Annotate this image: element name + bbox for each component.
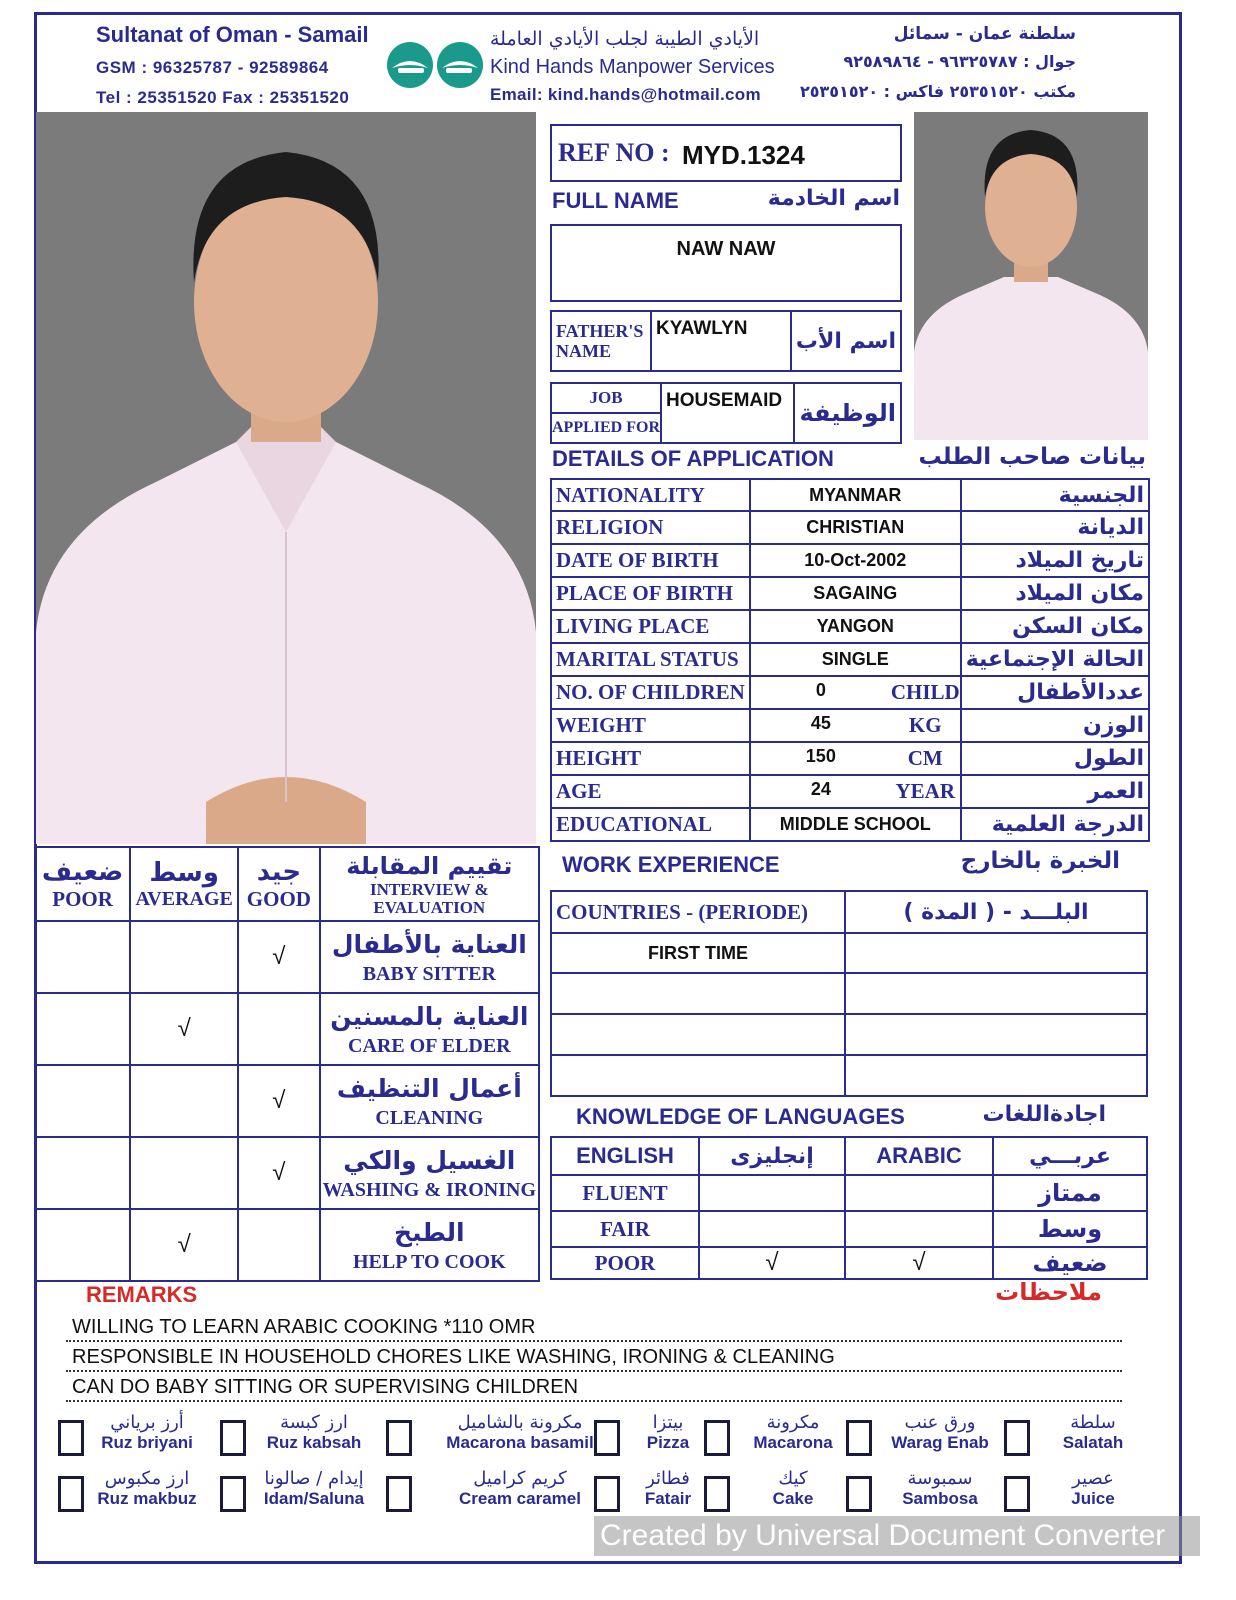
food-name-ar: سمبوسة	[907, 1468, 973, 1489]
check-mark: √	[272, 1087, 286, 1114]
remarks-divider-3	[66, 1400, 1122, 1402]
work-country: FIRST TIME	[648, 942, 748, 963]
lang-english-head	[551, 1137, 699, 1175]
work-country-cell	[551, 1055, 845, 1096]
details-title-ar: بيانات صاحب الطلب	[918, 444, 1146, 470]
details-label: NO. OF CHILDREN	[556, 680, 745, 704]
eval-criteria-ar: العناية بالأطفال	[331, 930, 527, 959]
details-unit: KG	[908, 713, 942, 737]
details-value-cell	[750, 544, 961, 577]
details-ar-cell	[961, 544, 1149, 577]
eval-head-criteria	[320, 847, 539, 921]
details-label-ar: الدرجة العلمية	[991, 812, 1144, 837]
food-checkbox[interactable]	[58, 1476, 84, 1512]
details-value-cell	[750, 709, 961, 742]
eval-criteria-cell	[320, 1065, 539, 1137]
applicant-photo-small	[914, 112, 1148, 440]
remarks-line-2: RESPONSIBLE IN HOUSEHOLD CHORES LIKE WASHING, IRONING & CLEANING	[72, 1346, 835, 1368]
details-label: PLACE OF BIRTH	[556, 581, 734, 605]
details-row	[551, 775, 1149, 808]
details-label-ar: الطول	[1073, 746, 1144, 771]
details-label-ar: الجنسية	[1058, 482, 1144, 508]
lang-level-en: POOR	[594, 1250, 656, 1275]
details-value: MYANMAR	[809, 484, 902, 505]
food-option	[92, 1412, 202, 1453]
food-option	[880, 1468, 1000, 1509]
food-name-ar: إيدام / صالونا	[264, 1468, 364, 1489]
eval-cell-poor[interactable]	[35, 1137, 130, 1209]
eval-head-average-en: AVERAGE	[135, 887, 233, 910]
food-name-ar: ارز مكبوس	[104, 1468, 190, 1489]
evaluation-table	[34, 846, 540, 1282]
details-unit: CM	[907, 746, 943, 770]
details-label-cell	[551, 610, 750, 643]
ref-no-label: REF NO :	[558, 138, 670, 167]
food-option	[880, 1412, 1000, 1453]
details-ar-cell	[961, 808, 1149, 841]
company-name-ar: الأيادي الطيبة لجلب الأيادي العاملة	[490, 28, 760, 50]
details-label: HEIGHT	[556, 746, 642, 770]
food-name-en: Ruz kabsah	[266, 1433, 362, 1452]
full-name-box	[550, 224, 902, 302]
food-name-en: Ruz briyani	[101, 1433, 193, 1452]
details-label-cell	[551, 544, 750, 577]
work-period-cell	[845, 1055, 1147, 1096]
eval-criteria-cell	[320, 993, 539, 1065]
details-label-cell	[551, 511, 750, 544]
check-mark: √	[765, 1249, 779, 1276]
details-row	[551, 709, 1149, 742]
lang-english-check-cell[interactable]	[699, 1211, 845, 1247]
eval-criteria-ar: الطبخ	[394, 1218, 465, 1247]
languages-title: KNOWLEDGE OF LANGUAGES	[576, 1104, 905, 1129]
details-label: EDUCATIONAL	[556, 812, 712, 836]
eval-cell-poor[interactable]	[35, 1065, 130, 1137]
details-row	[551, 808, 1149, 841]
food-name-ar: فطائر	[646, 1468, 690, 1489]
details-label: WEIGHT	[556, 713, 646, 737]
details-row	[551, 742, 1149, 775]
food-name-en: Salatah	[1062, 1433, 1124, 1452]
details-value: YANGON	[816, 616, 894, 636]
details-label-cell	[551, 808, 750, 841]
eval-cell-average[interactable]	[130, 1137, 238, 1209]
details-label-ar: الوزن	[1082, 713, 1144, 738]
lang-english-check-cell[interactable]	[699, 1175, 845, 1211]
food-option	[92, 1468, 202, 1509]
lang-level-en: FAIR	[600, 1216, 650, 1241]
check-mark: √	[177, 1231, 191, 1258]
details-label: AGE	[556, 779, 602, 803]
details-row	[551, 479, 1149, 511]
lang-english-check-cell[interactable]	[699, 1247, 845, 1279]
eval-criteria-en: CLEANING	[375, 1107, 484, 1129]
details-label-cell	[551, 643, 750, 676]
work-col-ar-label: البلـــد - ( المدة )	[903, 899, 1089, 925]
details-label-ar: الحالة الإجتماعية	[965, 647, 1144, 672]
lang-english-ar-head	[699, 1137, 845, 1175]
eval-criteria-cell	[320, 1137, 539, 1209]
details-label: LIVING PLACE	[556, 614, 710, 638]
eval-cell-poor[interactable]	[35, 921, 130, 993]
eval-criteria-ar: أعمال التنظيف	[336, 1074, 522, 1103]
header-left-line2: GSM : 96325787 - 92589864	[96, 58, 329, 77]
work-row	[551, 1014, 1147, 1055]
language-row	[551, 1247, 1147, 1279]
food-name-en: Idam/Saluna	[263, 1489, 365, 1508]
food-checkbox[interactable]	[846, 1420, 872, 1456]
father-name-label-ar: اسم الأب	[795, 328, 896, 354]
job-label-ar: الوظيفة	[799, 399, 896, 427]
details-label-ar: عددالأطفال	[1017, 680, 1144, 705]
food-option	[420, 1468, 620, 1509]
details-value: CHRISTIAN	[806, 517, 905, 537]
language-row	[551, 1211, 1147, 1247]
watermark	[594, 1516, 1200, 1556]
food-name-ar: ورق عنب	[904, 1412, 976, 1433]
eval-cell-good[interactable]	[238, 1209, 320, 1281]
header-left-line3: Tel : 25351520 Fax : 25351520	[96, 88, 350, 107]
details-ar-cell	[961, 511, 1149, 544]
language-row	[551, 1175, 1147, 1211]
details-value-cell	[750, 775, 961, 808]
job-value: HOUSEMAID	[666, 390, 783, 411]
details-label-cell	[551, 742, 750, 775]
eval-head-poor-ar: ضعيف	[41, 856, 124, 887]
eval-cell-good[interactable]	[238, 1065, 320, 1137]
details-unit: YEAR	[895, 779, 956, 803]
lang-arabic-label: ARABIC	[876, 1143, 962, 1168]
eval-head-average-ar: وسط	[149, 857, 219, 888]
details-label-cell	[551, 479, 750, 511]
eval-cell-average[interactable]	[130, 921, 238, 993]
details-row	[551, 643, 1149, 676]
company-logo	[384, 40, 488, 90]
eval-cell-average[interactable]	[130, 1065, 238, 1137]
father-name-ar-cell	[791, 311, 901, 371]
details-ar-cell	[961, 676, 1149, 709]
details-value-cell	[750, 742, 961, 775]
details-value-cell	[750, 643, 961, 676]
check-mark: √	[272, 1159, 286, 1186]
father-name-value: KYAWLYN	[656, 318, 748, 339]
job-label-2: APPLIED FOR	[552, 419, 660, 436]
father-label-1: FATHER'S	[556, 321, 644, 341]
eval-head-good-ar: جيد	[256, 856, 302, 887]
eval-head-good	[238, 847, 320, 921]
food-name-en: Pizza	[646, 1433, 690, 1452]
food-checkbox[interactable]	[220, 1476, 246, 1512]
food-checkbox[interactable]	[220, 1420, 246, 1456]
work-title: WORK EXPERIENCE	[562, 852, 780, 877]
details-ar-cell	[961, 479, 1149, 511]
remarks-divider-1	[66, 1340, 1122, 1342]
evaluation-row	[35, 1209, 539, 1281]
lang-arabic-head	[845, 1137, 993, 1175]
food-name-ar: مكرونة بالشاميل	[457, 1412, 583, 1433]
food-name-ar: سلطة	[1070, 1412, 1116, 1433]
watermark-text: Created by Universal Document Converter	[600, 1519, 1166, 1552]
details-value: 0	[815, 680, 826, 700]
food-name-ar: ارز كبسة	[280, 1412, 348, 1433]
lang-level-en: FLUENT	[582, 1180, 668, 1205]
details-label-ar: الديانة	[1077, 515, 1144, 540]
job-table	[550, 382, 902, 444]
food-option	[738, 1412, 848, 1453]
full-name-label: FULL NAME	[552, 188, 679, 213]
work-table	[550, 890, 1148, 1097]
details-label: RELIGION	[556, 515, 664, 539]
details-unit: CHILD	[890, 680, 960, 704]
food-option	[254, 1468, 374, 1509]
eval-cell-poor[interactable]	[35, 1209, 130, 1281]
eval-criteria-cell	[320, 1209, 539, 1281]
work-period-cell	[845, 973, 1147, 1014]
job-value-cell	[661, 383, 794, 443]
evaluation-row	[35, 921, 539, 993]
ref-no-value: MYD.1324	[682, 140, 805, 170]
details-row	[551, 676, 1149, 709]
job-ar-cell	[794, 383, 901, 443]
work-row	[551, 933, 1147, 973]
details-ar-cell	[961, 709, 1149, 742]
details-value-cell	[750, 511, 961, 544]
father-name-table	[550, 310, 902, 372]
lang-arabic-check-cell[interactable]	[845, 1247, 993, 1279]
eval-criteria-ar: العناية بالمسنين	[330, 1002, 529, 1031]
company-name-en: Kind Hands Manpower Services	[490, 56, 775, 78]
food-checkbox[interactable]	[58, 1420, 84, 1456]
food-name-ar: بيتزا	[652, 1412, 684, 1433]
eval-criteria-ar: الغسيل والكي	[343, 1146, 516, 1175]
food-name-en: Macarona basamil	[446, 1433, 594, 1452]
remarks-line-1: WILLING TO LEARN ARABIC COOKING *110 OMR	[72, 1316, 536, 1338]
eval-head-poor-en: POOR	[52, 886, 113, 911]
food-name-en: Ruz makbuz	[97, 1489, 197, 1508]
details-value-cell	[750, 610, 961, 643]
food-option	[1038, 1468, 1148, 1509]
eval-head-criteria-2: EVALUATION	[373, 898, 486, 917]
details-value: 10-Oct-2002	[804, 550, 907, 570]
food-name-en: Fatair	[644, 1489, 692, 1508]
eval-cell-good[interactable]	[238, 1137, 320, 1209]
food-name-ar: عصير	[1072, 1468, 1114, 1489]
details-ar-cell	[961, 775, 1149, 808]
father-label-2: NAME	[556, 341, 611, 361]
eval-criteria-en: BABY SITTER	[362, 963, 496, 985]
work-col-en-label: COUNTRIES - (PERIODE)	[556, 899, 809, 924]
details-value: MIDDLE SCHOOL	[779, 814, 931, 834]
details-ar-cell	[961, 742, 1149, 775]
header-left-line1: Sultanat of Oman - Samail	[96, 22, 369, 47]
remarks-label-ar: ملاحظات	[995, 1278, 1102, 1306]
eval-head-criteria-1: INTERVIEW &	[370, 880, 489, 899]
eval-criteria-cell	[320, 921, 539, 993]
lang-level-ar: وسط	[1037, 1215, 1103, 1243]
food-option	[420, 1412, 620, 1453]
details-label: MARITAL STATUS	[556, 647, 739, 671]
details-label: DATE OF BIRTH	[556, 548, 719, 572]
food-checkbox[interactable]	[1004, 1420, 1030, 1456]
check-mark: √	[177, 1015, 191, 1042]
lang-english-ar-label: إنجليزى	[730, 1143, 814, 1169]
evaluation-row	[35, 993, 539, 1065]
work-row	[551, 1055, 1147, 1096]
details-value: 45	[810, 713, 831, 733]
evaluation-row	[35, 1065, 539, 1137]
details-value: SAGAING	[813, 583, 898, 603]
work-title-ar: الخبرة بالخارج	[960, 848, 1120, 874]
lang-level-cell	[551, 1211, 699, 1247]
details-value-cell	[750, 808, 961, 841]
food-checkbox[interactable]	[386, 1476, 412, 1512]
details-row	[551, 610, 1149, 643]
food-name-en: Cake	[772, 1489, 814, 1508]
work-period-cell	[845, 933, 1147, 973]
lang-arabic-ar-label: عربـــي	[1029, 1143, 1111, 1169]
full-name-value: NAW NAW	[676, 238, 776, 260]
ref-no-box	[550, 124, 902, 182]
eval-head-good-en: GOOD	[246, 886, 311, 911]
header-right-line1: سلطنة عمان - سمائل	[893, 24, 1076, 44]
details-label-ar: تاريخ الميلاد	[1015, 548, 1144, 573]
food-checkbox[interactable]	[704, 1420, 730, 1456]
remarks-line-3: CAN DO BABY SITTING OR SUPERVISING CHILDREN	[72, 1376, 579, 1398]
details-value: 24	[810, 779, 831, 799]
food-name-ar: أرز برياني	[110, 1412, 184, 1433]
details-label: NATIONALITY	[556, 482, 705, 507]
details-value-cell	[750, 577, 961, 610]
eval-cell-average[interactable]	[130, 993, 238, 1065]
details-table	[550, 478, 1150, 842]
food-name-en: Juice	[1071, 1489, 1115, 1508]
lang-english-label: ENGLISH	[576, 1143, 674, 1168]
details-ar-cell	[961, 643, 1149, 676]
work-col-en	[551, 891, 845, 933]
check-mark: √	[272, 943, 286, 970]
lang-level-ar-cell	[993, 1247, 1147, 1279]
eval-cell-good[interactable]	[238, 993, 320, 1065]
full-name-label-ar: اسم الخادمة	[767, 186, 900, 211]
lang-arabic-check-cell[interactable]	[845, 1211, 993, 1247]
eval-cell-average[interactable]	[130, 1209, 238, 1281]
details-value-cell	[750, 676, 961, 709]
food-checkbox[interactable]	[594, 1420, 620, 1456]
details-label-cell	[551, 709, 750, 742]
food-name-en: Sambosa	[902, 1489, 978, 1508]
lang-arabic-ar-head	[993, 1137, 1147, 1175]
company-email: Email: kind.hands@hotmail.com	[490, 85, 761, 104]
evaluation-row	[35, 1137, 539, 1209]
details-value-cell	[750, 479, 961, 511]
details-label-cell	[551, 676, 750, 709]
details-value: SINGLE	[821, 649, 889, 669]
details-label-ar: مكان السكن	[1012, 614, 1144, 639]
details-title: DETAILS OF APPLICATION	[552, 446, 834, 471]
lang-level-cell	[551, 1175, 699, 1211]
food-option	[1038, 1412, 1148, 1453]
remarks-divider-2	[66, 1370, 1122, 1372]
lang-level-ar-cell	[993, 1175, 1147, 1211]
work-row	[551, 973, 1147, 1014]
remarks-label: REMARKS	[86, 1282, 198, 1307]
details-ar-cell	[961, 577, 1149, 610]
lang-level-cell	[551, 1247, 699, 1279]
lang-arabic-check-cell[interactable]	[845, 1175, 993, 1211]
details-value: 150	[805, 746, 836, 766]
eval-cell-poor[interactable]	[35, 993, 130, 1065]
details-row	[551, 577, 1149, 610]
work-col-ar	[845, 891, 1147, 933]
food-option	[738, 1468, 848, 1509]
food-option	[628, 1468, 708, 1509]
job-label-1: JOB	[552, 384, 660, 414]
lang-level-ar: ممتاز	[1038, 1179, 1102, 1207]
lang-level-ar: ضعيف	[1032, 1249, 1108, 1277]
food-name-en: Cream caramel	[459, 1489, 581, 1508]
work-country-cell	[551, 973, 845, 1014]
header-right-line2: جوال : ٩٦٣٢٥٧٨٧ - ٩٢٥٨٩٨٦٤	[843, 52, 1076, 71]
food-name-ar: مكرونة	[766, 1412, 820, 1433]
eval-criteria-en: WASHING & IRONING	[322, 1179, 536, 1201]
job-label-cell	[551, 383, 661, 443]
details-label-ar: مكان الميلاد	[1015, 581, 1144, 606]
eval-head-poor	[35, 847, 130, 921]
eval-criteria-en: HELP TO COOK	[353, 1251, 506, 1273]
details-ar-cell	[961, 610, 1149, 643]
details-row	[551, 544, 1149, 577]
details-label-cell	[551, 577, 750, 610]
food-checkbox[interactable]	[594, 1476, 620, 1512]
food-checkbox[interactable]	[704, 1476, 730, 1512]
details-label-ar: العمر	[1087, 779, 1144, 804]
food-name-ar: كيك	[778, 1468, 808, 1489]
food-checkbox[interactable]	[1004, 1476, 1030, 1512]
details-label-cell	[551, 775, 750, 808]
eval-head-criteria-ar: تقييم المقابلة	[346, 852, 513, 880]
food-checkbox[interactable]	[846, 1476, 872, 1512]
food-name-en: Macarona	[753, 1433, 833, 1452]
food-option	[254, 1412, 374, 1453]
applicant-photo-large	[36, 112, 536, 844]
check-mark: √	[912, 1249, 926, 1276]
header-right-line3: مكتب ٢٥٣٥١٥٢٠ فاكس : ٢٥٣٥١٥٢٠	[799, 82, 1076, 101]
father-name-cell	[651, 311, 791, 371]
eval-cell-good[interactable]	[238, 921, 320, 993]
eval-criteria-en: CARE OF ELDER	[348, 1035, 511, 1057]
work-period-cell	[845, 1014, 1147, 1055]
languages-title-ar: اجادةاللغات	[982, 1102, 1106, 1127]
food-name-en: Warag Enab	[891, 1433, 989, 1452]
food-checkbox[interactable]	[386, 1420, 412, 1456]
father-name-label	[551, 311, 651, 371]
food-option	[628, 1412, 708, 1453]
languages-table	[550, 1136, 1148, 1280]
lang-level-ar-cell	[993, 1211, 1147, 1247]
details-row	[551, 511, 1149, 544]
food-name-ar: كريم كراميل	[473, 1468, 567, 1489]
work-country-cell	[551, 933, 845, 973]
work-country-cell	[551, 1014, 845, 1055]
eval-head-average	[130, 847, 238, 921]
